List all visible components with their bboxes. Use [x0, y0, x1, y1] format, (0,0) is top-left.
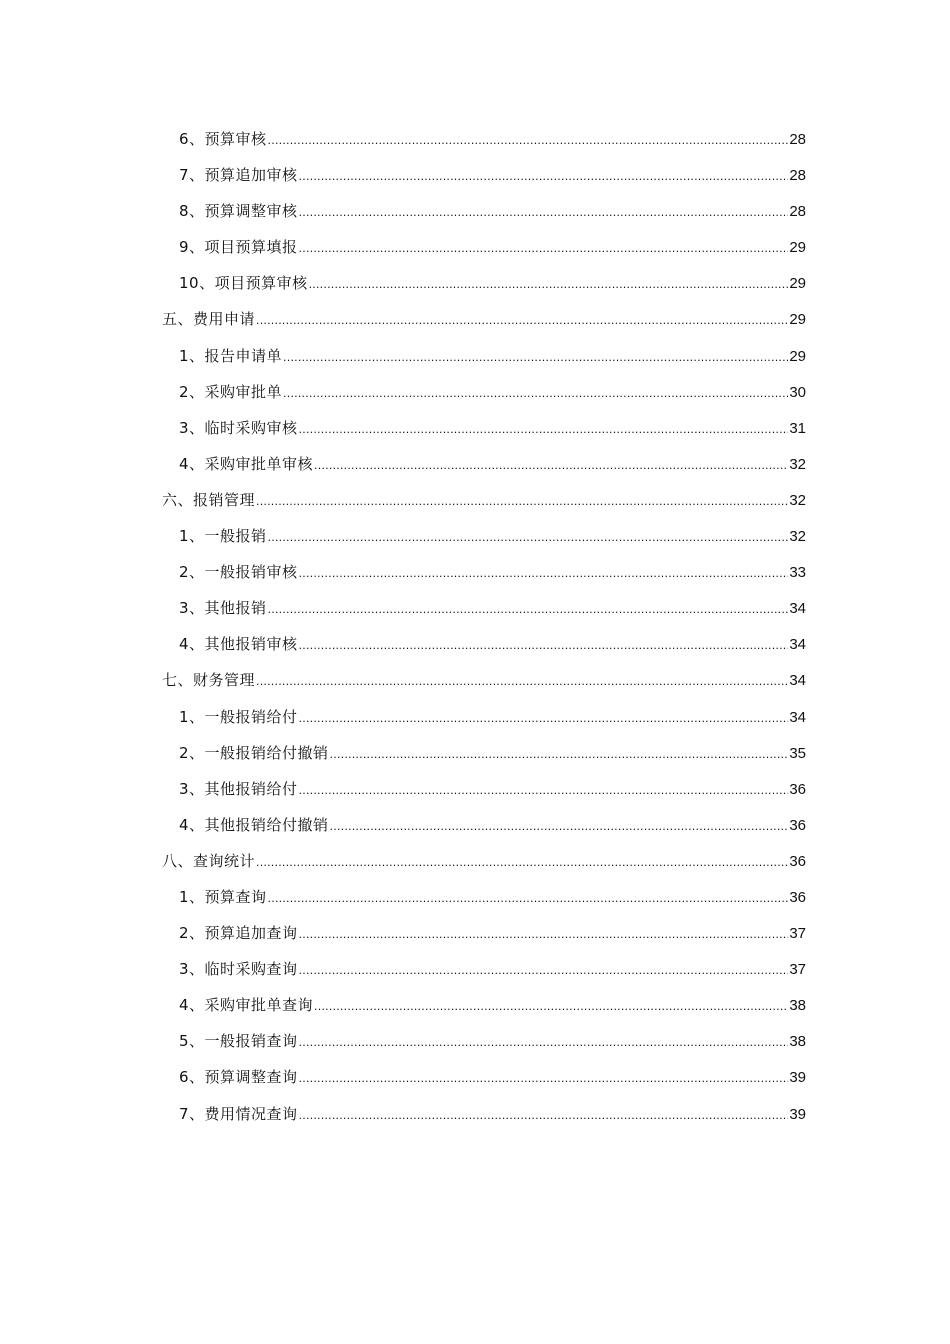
toc-dot-leader: [256, 484, 788, 520]
toc-entry-title: 7、费用情况查询: [179, 1104, 298, 1123]
toc-entry-title: 七、财务管理: [162, 671, 256, 690]
toc-subsection-entry[interactable]: [162, 771, 806, 807]
toc-entry-page-number: 28: [789, 203, 806, 221]
toc-subsection-entry[interactable]: [162, 265, 806, 301]
toc-entry-title: 八、查询统计: [162, 851, 256, 870]
toc-dot-leader: [330, 809, 789, 845]
toc-entry-page-number: 28: [789, 167, 806, 185]
toc-dot-leader: [299, 159, 789, 195]
toc-dot-leader: [256, 303, 788, 339]
toc-entry-page-number: 36: [789, 780, 806, 798]
toc-entry-title: 8、预算调整审核: [179, 202, 298, 221]
toc-entry-page-number: 34: [789, 600, 806, 618]
toc-entry-page-number: 30: [789, 383, 806, 401]
toc-entry-page-number: 29: [789, 311, 806, 329]
toc-entry-page-number: 29: [789, 239, 806, 257]
toc-dot-leader: [256, 664, 788, 700]
toc-entry-title: 1、报告申请单: [179, 346, 283, 365]
toc-entry-page-number: 34: [789, 708, 806, 726]
table-of-contents: [162, 121, 806, 1132]
toc-dot-leader: [299, 231, 789, 267]
toc-entry-page-number: 29: [789, 347, 806, 365]
toc-dot-leader: [299, 556, 789, 592]
toc-dot-leader: [299, 701, 789, 737]
toc-subsection-entry[interactable]: [162, 374, 806, 410]
toc-entry-page-number: 37: [789, 925, 806, 943]
toc-entry-page-number: 33: [789, 564, 806, 582]
toc-entry-title: 4、采购审批单审核: [179, 454, 314, 473]
toc-section-entry[interactable]: [162, 482, 806, 518]
toc-subsection-entry[interactable]: [162, 446, 806, 482]
toc-dot-leader: [299, 1061, 789, 1097]
toc-dot-leader: [299, 1025, 789, 1061]
toc-dot-leader: [299, 628, 789, 664]
toc-dot-leader: [299, 412, 789, 448]
toc-section-entry[interactable]: [162, 843, 806, 879]
toc-subsection-entry[interactable]: [162, 879, 806, 915]
toc-entry-title: 3、其他报销: [179, 599, 267, 618]
toc-dot-leader: [283, 340, 788, 376]
toc-subsection-entry[interactable]: [162, 590, 806, 626]
toc-subsection-entry[interactable]: [162, 157, 806, 193]
toc-entry-title: 3、临时采购查询: [179, 960, 298, 979]
toc-subsection-entry[interactable]: [162, 951, 806, 987]
toc-entry-page-number: 32: [789, 528, 806, 546]
toc-subsection-entry[interactable]: [162, 518, 806, 554]
toc-dot-leader: [283, 376, 788, 412]
toc-entry-page-number: 36: [789, 852, 806, 870]
toc-entry-page-number: 35: [789, 744, 806, 762]
toc-dot-leader: [268, 123, 789, 159]
toc-dot-leader: [299, 1098, 789, 1134]
toc-dot-leader: [299, 773, 789, 809]
toc-dot-leader: [309, 267, 789, 303]
toc-subsection-entry[interactable]: [162, 410, 806, 446]
toc-entry-title: 4、其他报销给付撤销: [179, 815, 329, 834]
toc-section-entry[interactable]: [162, 662, 806, 698]
toc-entry-title: 2、预算追加查询: [179, 924, 298, 943]
toc-subsection-entry[interactable]: [162, 193, 806, 229]
toc-subsection-entry[interactable]: [162, 1023, 806, 1059]
toc-subsection-entry[interactable]: [162, 121, 806, 157]
toc-entry-title: 7、预算追加审核: [179, 166, 298, 185]
toc-entry-title: 6、预算审核: [179, 130, 267, 148]
toc-entry-title: 2、一般报销审核: [179, 563, 298, 582]
toc-entry-page-number: 36: [789, 888, 806, 906]
toc-section-entry[interactable]: [162, 301, 806, 337]
toc-entry-title: 2、一般报销给付撤销: [179, 743, 329, 762]
toc-dot-leader: [330, 737, 789, 773]
toc-entry-page-number: 31: [789, 419, 806, 437]
toc-entry-title: 9、项目预算填报: [179, 238, 298, 257]
toc-entry-page-number: 34: [789, 636, 806, 654]
toc-entry-page-number: 39: [789, 1069, 806, 1087]
toc-entry-page-number: 37: [789, 961, 806, 979]
toc-dot-leader: [299, 953, 789, 989]
toc-subsection-entry[interactable]: [162, 1096, 806, 1132]
toc-dot-leader: [256, 845, 788, 881]
toc-entry-page-number: 32: [789, 455, 806, 473]
toc-dot-leader: [314, 989, 788, 1025]
toc-subsection-entry[interactable]: [162, 987, 806, 1023]
toc-entry-title: 1、预算查询: [179, 887, 267, 906]
toc-entry-page-number: 36: [789, 816, 806, 834]
toc-dot-leader: [268, 592, 789, 628]
toc-subsection-entry[interactable]: [162, 807, 806, 843]
toc-dot-leader: [299, 917, 789, 953]
toc-subsection-entry[interactable]: [162, 338, 806, 374]
toc-entry-page-number: 39: [789, 1105, 806, 1123]
toc-dot-leader: [314, 448, 788, 484]
toc-dot-leader: [299, 195, 789, 231]
toc-entry-title: 五、费用申请: [162, 310, 256, 329]
toc-subsection-entry[interactable]: [162, 915, 806, 951]
toc-dot-leader: [268, 520, 789, 556]
toc-entry-title: 4、其他报销审核: [179, 635, 298, 654]
toc-dot-leader: [268, 881, 789, 917]
toc-entry-page-number: 38: [789, 1033, 806, 1051]
toc-entry-title: 2、采购审批单: [179, 382, 283, 401]
toc-entry-title: 3、临时采购审核: [179, 418, 298, 437]
toc-entry-title: 1、一般报销: [179, 527, 267, 546]
toc-subsection-entry[interactable]: [162, 1059, 806, 1095]
toc-entry-page-number: 34: [789, 672, 806, 690]
toc-entry-title: 10、项目预算审核: [179, 274, 308, 293]
toc-entry-title: 3、其他报销给付: [179, 779, 298, 798]
toc-entry-page-number: 38: [789, 997, 806, 1015]
toc-subsection-entry[interactable]: [162, 229, 806, 265]
toc-entry-page-number: 28: [789, 131, 806, 148]
toc-entry-title: 1、一般报销给付: [179, 707, 298, 726]
toc-subsection-entry[interactable]: [162, 699, 806, 735]
toc-subsection-entry[interactable]: [162, 554, 806, 590]
toc-subsection-entry[interactable]: [162, 735, 806, 771]
toc-entry-title: 6、预算调整查询: [179, 1068, 298, 1087]
toc-entry-page-number: 32: [789, 491, 806, 509]
toc-entry-title: 六、报销管理: [162, 490, 256, 509]
toc-subsection-entry[interactable]: [162, 626, 806, 662]
toc-entry-title: 5、一般报销查询: [179, 1032, 298, 1051]
toc-entry-title: 4、采购审批单查询: [179, 996, 314, 1015]
toc-entry-page-number: 29: [789, 275, 806, 293]
